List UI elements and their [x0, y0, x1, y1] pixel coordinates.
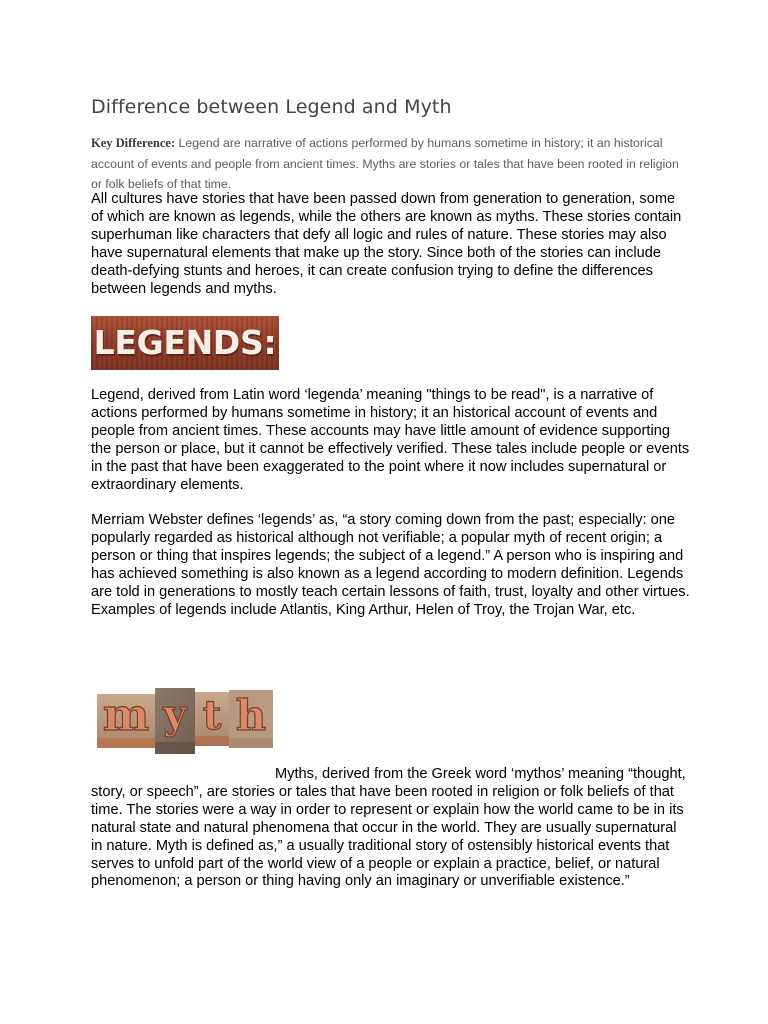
key-difference-label: Key Difference: — [91, 136, 176, 150]
legend-definition-paragraph: Legend, derived from Latin word ‘legenda’ meaning "things to be read", is a narrative of actions performed by humans sometime in history; it an historical account of events and people from ancient times. These accounts may have little amount of evidence supporting the person or place, but it cannot be effectively verified. These tales include people or events in the past that have been exaggerated to the point where it now includes supernatural or extraordinary elements. — [91, 387, 690, 493]
legends-banner-image — [91, 316, 279, 370]
myth-definition-paragraph — [91, 766, 691, 891]
letter-h: h — [235, 691, 267, 740]
letter-y: y — [163, 691, 187, 738]
myth-definition-text: Myths, derived from the Greek word ‘mythos’ meaning “thought, story, or speech”, are stories or tales that have been rooted in religion or folk beliefs of that time. The stories were a way in order to represent or explain how the world came to be in its natural state and natural phenomena that occur in the world. They are usually supernatural in nature. Myth is defined as,” a usually traditional story of ostensibly historical events that serves to unfold part of the world view of a people or explain a practice, belief, or natural phenomenon; a person or thing having only an imaginary or unverifiable existence.” — [91, 766, 686, 890]
key-difference — [91, 133, 691, 195]
letter-t: t — [202, 692, 222, 739]
merriam-webster-paragraph: Merriam Webster defines ‘legends’ as, “a story coming down from the past; especially: one popularly regarded as historical although not verifiable; a popular myth of recent origin; a person or thing that inspires legends; the subject of a legend.” A person who is inspiring and has achieved something is also known as a legend according to modern definition. Legends are told in generations to mostly teach certain lessons of faith, trust, loyalty and other virtues. Examples of legends include Atlantis, King Arthur, Helen of Troy, the Trojan War, etc. — [91, 512, 690, 618]
legends-banner-text: LEGENDS: — [93, 323, 277, 362]
myth-letterpress-image — [95, 682, 275, 758]
page-title: Difference between Legend and Myth — [91, 96, 452, 118]
intro-paragraph: All cultures have stories that have been passed down from generation to generation, some of which are known as legends, while the others are known as myths. These stories contain superhuman like characters that defy all logic and rules of nature. These stories may also have supernatural elements that make up the story. Since both of the stories can include death-defying stunts and heroes, it can create confusion trying to define the differences between legends and myths. — [91, 191, 682, 297]
letter-m: m — [102, 690, 150, 741]
key-difference-text: Legend are narrative of actions performed by humans sometime in history; it an historical account of events and people from ancient times. Myths are stories or tales that have been rooted in religion or folk beliefs of that time. — [91, 136, 679, 191]
